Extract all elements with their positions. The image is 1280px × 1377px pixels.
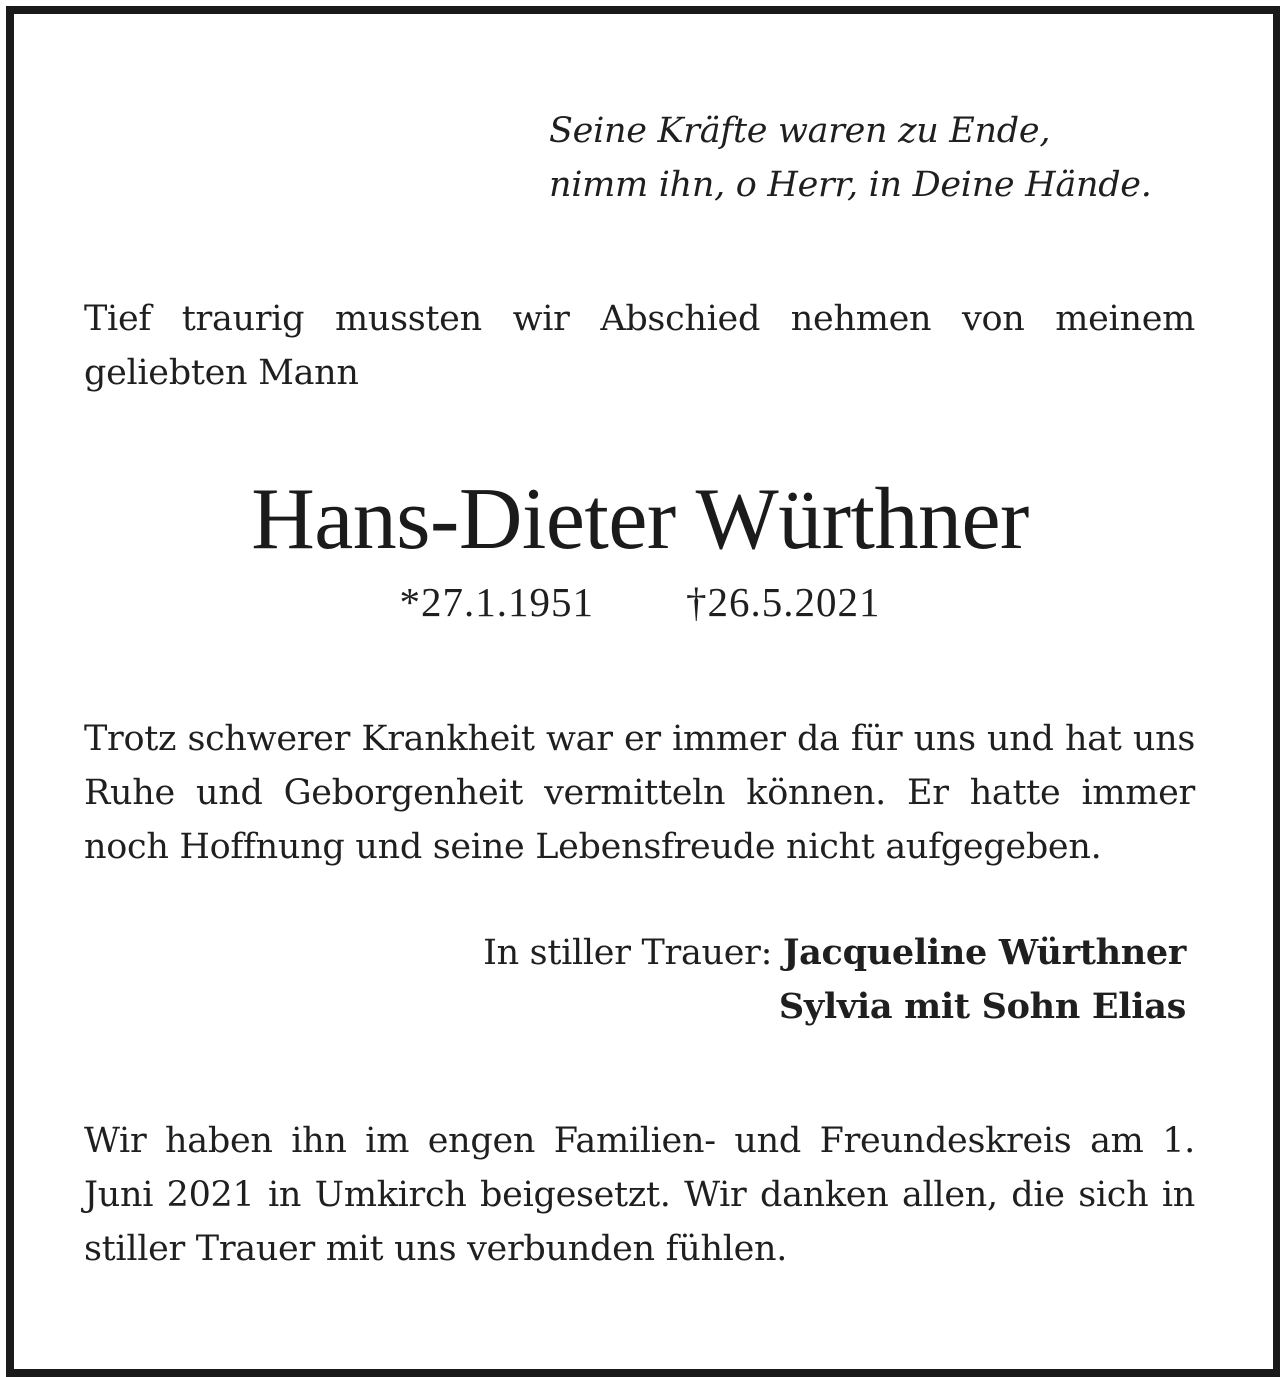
death-date: †26.5.2021 (686, 579, 881, 625)
mourners-row-2 (483, 980, 1186, 1034)
motto-line-1: Seine Kräfte waren zu Ende, (549, 111, 1051, 151)
birth-date: *27.1.1951 (399, 579, 594, 625)
mourner-name: Jacqueline Würthner (782, 932, 1186, 973)
life-dates (0, 577, 1280, 627)
motto-line-2: nimm ihn, o Herr, in Deine Hände. (549, 165, 1152, 205)
mourner-name: Sylvia mit Sohn Elias (778, 986, 1186, 1027)
closing-text: Wir haben ihn im engen Familien- und Freundeskreis am 1. Juni 2021 in Umkirch beigesetzt. Wir danken allen, die sich in stiller Trauer mit uns verbunden fühlen. (84, 1121, 1195, 1269)
intro-text: Tief traurig mussten wir Abschied nehmen von meinem geliebten Mann (84, 299, 1195, 393)
tribute-text: Trotz schwerer Krankheit war er immer da für uns und hat uns Ruhe und Geborgenheit vermitteln können. Er hatte immer noch Hoffnung und seine Lebensfreude nicht aufgegeben. (84, 719, 1195, 867)
motto-verse (549, 104, 1152, 212)
mourners-block (483, 926, 1186, 1034)
mourners-row-1 (483, 926, 1186, 980)
mourners-label: In stiller Trauer: (483, 933, 783, 973)
deceased-name: Hans-Dieter Würthner (251, 471, 1029, 568)
